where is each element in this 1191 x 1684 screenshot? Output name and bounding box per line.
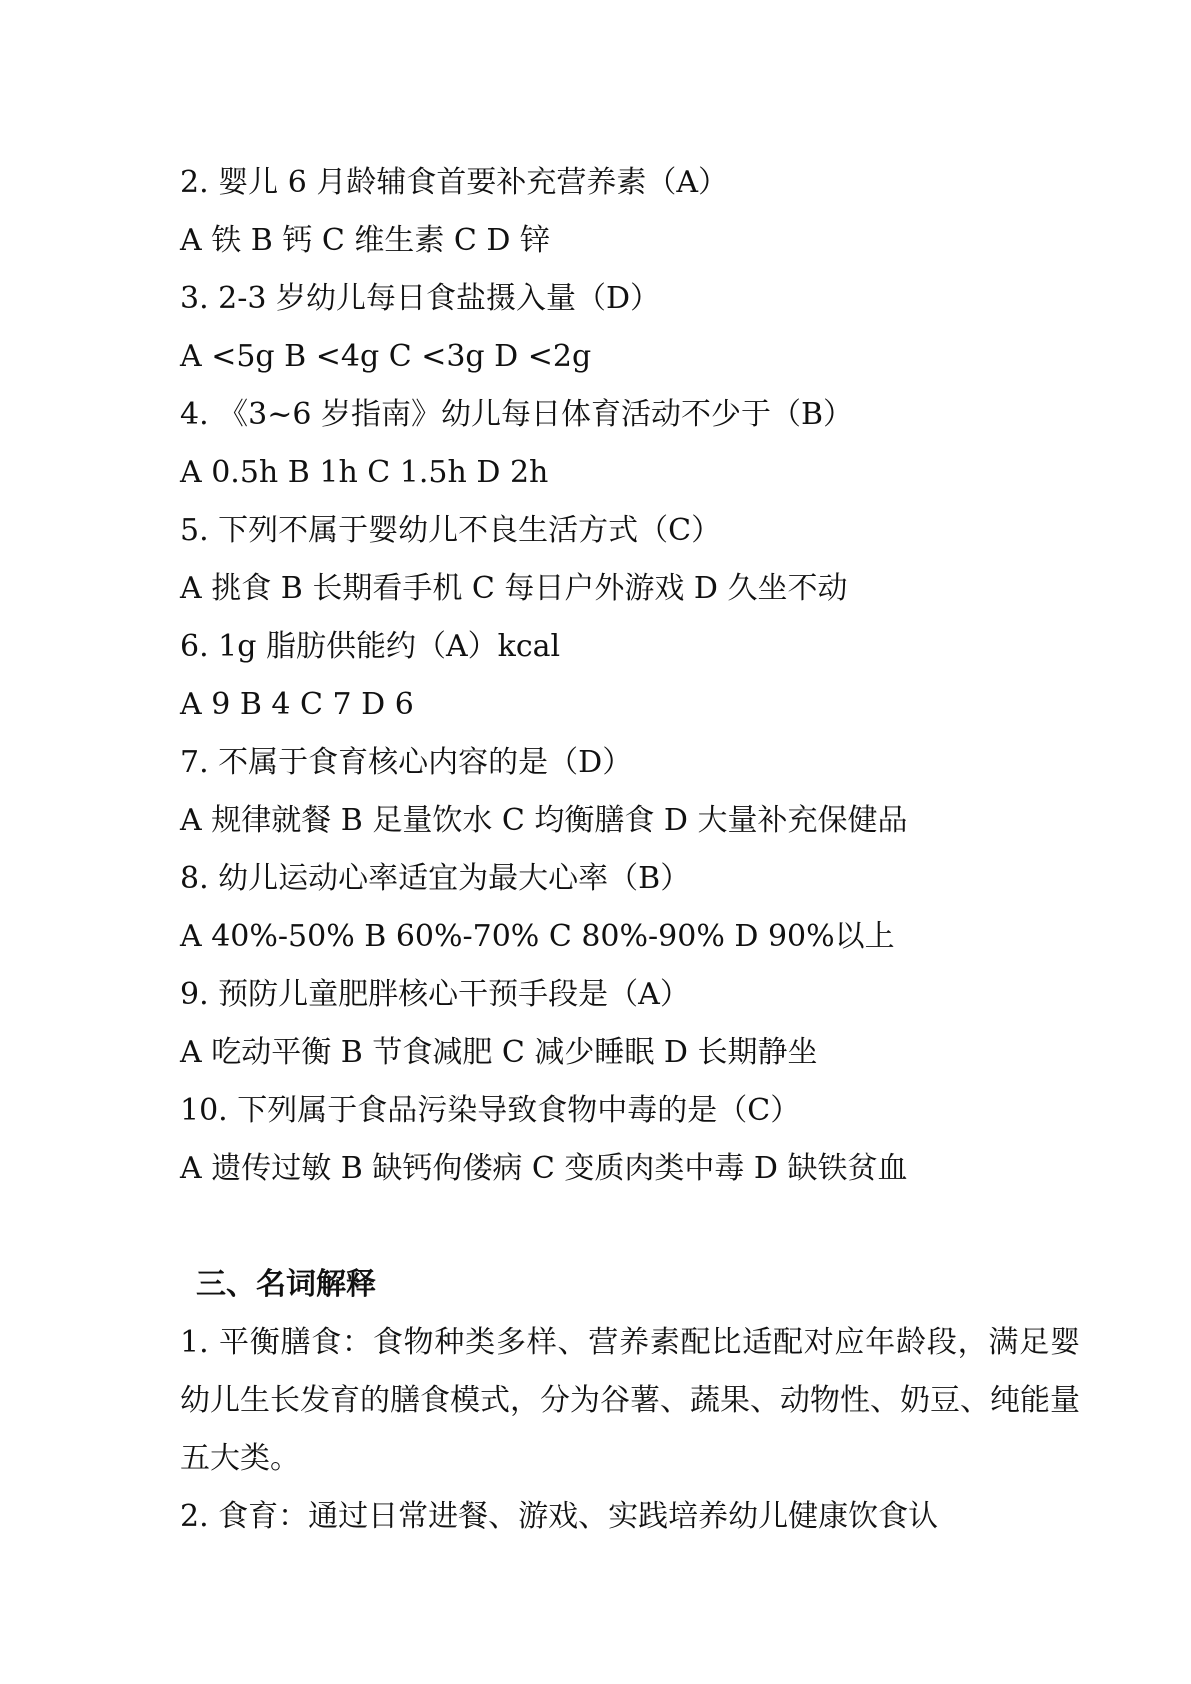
question-8-options: A 40%-50% B 60%-70% C 80%-90% D 90%以上 — [180, 919, 895, 954]
question-2-options: A 铁 B 钙 C 维生素 C D 锌 — [180, 223, 550, 258]
page-content — [180, 154, 1080, 1546]
question-6-stem: 6. 1g 脂肪供能约（A）kcal — [180, 629, 561, 664]
section-spacer — [180, 1198, 1080, 1256]
question-3-stem: 3. 2-3 岁幼儿每日食盐摄入量（D） — [180, 281, 661, 316]
question-5-stem: 5. 下列不属于婴幼儿不良生活方式（C） — [180, 513, 722, 548]
question-10-stem: 10. 下列属于食品污染导致食物中毒的是（C） — [180, 1093, 801, 1128]
question-8-stem: 8. 幼儿运动心率适宜为最大心率（B） — [180, 861, 691, 896]
question-3-options: A <5g B <4g C <3g D <2g — [180, 339, 592, 374]
question-7-stem: 7. 不属于食育核心内容的是（D） — [180, 745, 633, 780]
question-4-options: A 0.5h B 1h C 1.5h D 2h — [180, 455, 549, 490]
section-3-heading: 三、名词解释 — [196, 1267, 376, 1302]
question-5-options: A 挑食 B 长期看手机 C 每日户外游戏 D 久坐不动 — [180, 571, 848, 606]
question-2-stem: 2. 婴儿 6 月龄辅食首要补充营养素（A） — [180, 165, 728, 200]
question-6-options: A 9 B 4 C 7 D 6 — [180, 687, 414, 722]
definition-2: 2. 食育：通过日常进餐、游戏、实践培养幼儿健康饮食认 — [180, 1499, 939, 1534]
definition-1: 1. 平衡膳食：食物种类多样、营养素配比适配对应年龄段，满足婴幼儿生长发育的膳食模式，分为谷薯、蔬果、动物性、奶豆、纯能量五大类。 — [180, 1325, 1080, 1476]
question-7-options: A 规律就餐 B 足量饮水 C 均衡膳食 D 大量补充保健品 — [180, 803, 908, 838]
question-10-options: A 遗传过敏 B 缺钙佝偻病 C 变质肉类中毒 D 缺铁贫血 — [180, 1151, 908, 1186]
question-9-options: A 吃动平衡 B 节食减肥 C 减少睡眠 D 长期静坐 — [180, 1035, 818, 1070]
question-9-stem: 9. 预防儿童肥胖核心干预手段是（A） — [180, 977, 690, 1012]
question-4-stem: 4. 《3~6 岁指南》幼儿每日体育活动不少于（B） — [180, 397, 854, 432]
